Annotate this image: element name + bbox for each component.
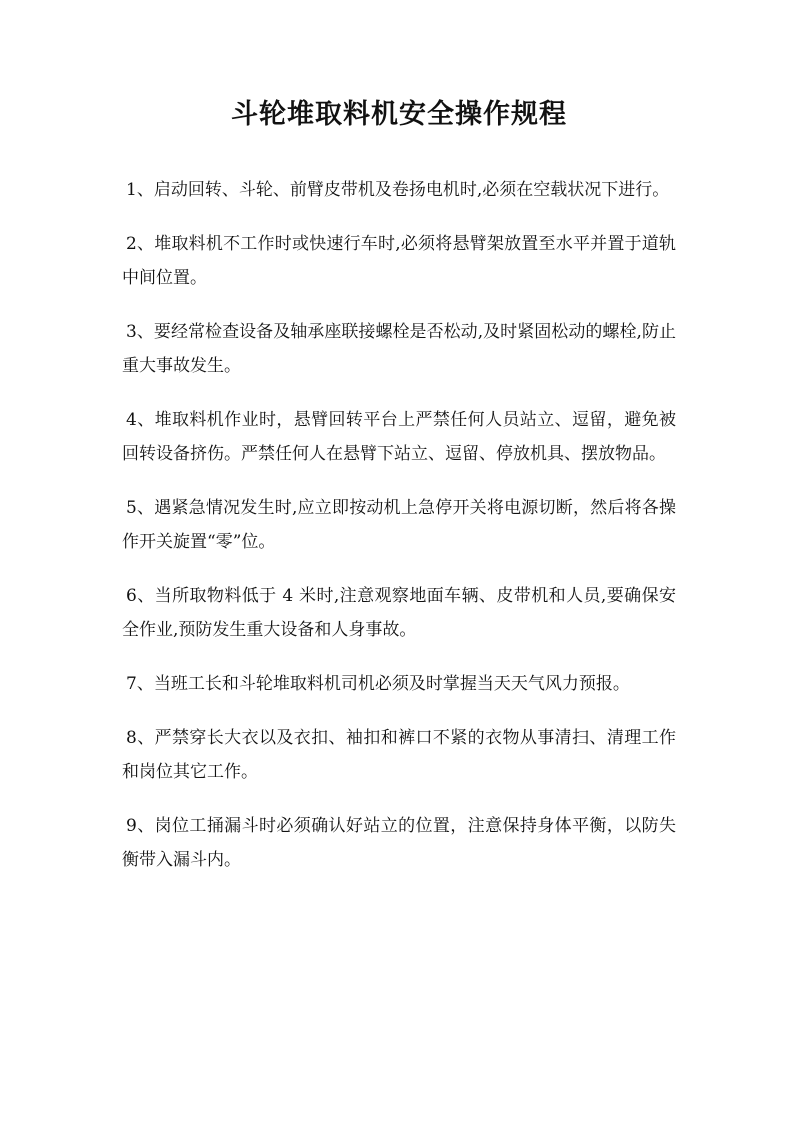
rule-number: 7、 — [126, 674, 154, 694]
document-title: 斗轮堆取料机安全操作规程 — [231, 99, 567, 130]
rule-number: 1、 — [126, 180, 154, 200]
rule-item — [122, 809, 676, 877]
rule-text: 要经常检查设备及轴承座联接螺栓是否松动,及时紧固松动的螺栓,防止重大事故发生。 — [122, 322, 676, 376]
rule-text: 当所取物料低于 4 米时,注意观察地面车辆、皮带机和人员,要确保安全作业,预防发生重大设备和人身事故。 — [122, 586, 676, 640]
rule-text: 岗位工捅漏斗时必须确认好站立的位置，注意保持身体平衡，以防失衡带入漏斗内。 — [122, 816, 676, 870]
rules-list — [122, 173, 676, 877]
rule-number: 6、 — [126, 586, 155, 606]
rule-text: 堆取料机作业时，悬臂回转平台上严禁任何人员站立、逗留，避免被回转设备挤伤。严禁任何人在悬臂下站立、逗留、停放机具、摆放物品。 — [122, 410, 676, 464]
rule-number: 8、 — [126, 728, 155, 748]
rule-text: 遇紧急情况发生时,应立即按动机上急停开关将电源切断，然后将各操作开关旋置“零”位。 — [122, 498, 676, 552]
rule-item — [122, 721, 676, 789]
rule-text: 严禁穿长大衣以及衣扣、袖扣和裤口不紧的衣物从事清扫、清理工作和岗位其它工作。 — [122, 728, 676, 782]
rule-item — [122, 315, 676, 383]
rule-number: 5、 — [126, 498, 155, 518]
rule-item — [122, 667, 676, 701]
rule-text: 堆取料机不工作时或快速行车时,必须将悬臂架放置至水平并置于道轨中间位置。 — [122, 234, 676, 288]
rule-item — [122, 579, 676, 647]
rule-text: 当班工长和斗轮堆取料机司机必须及时掌握当天天气风力预报。 — [153, 674, 630, 694]
rule-number: 3、 — [126, 322, 154, 342]
rule-text: 启动回转、斗轮、前臂皮带机及卷扬电机时,必须在空载状况下进行。 — [153, 180, 670, 200]
rule-item — [122, 227, 676, 295]
rule-number: 2、 — [126, 234, 155, 254]
rule-number: 4、 — [126, 410, 155, 430]
rule-item — [122, 403, 676, 471]
rule-item — [122, 491, 676, 559]
rule-item — [122, 173, 676, 207]
rule-number: 9、 — [126, 816, 155, 836]
